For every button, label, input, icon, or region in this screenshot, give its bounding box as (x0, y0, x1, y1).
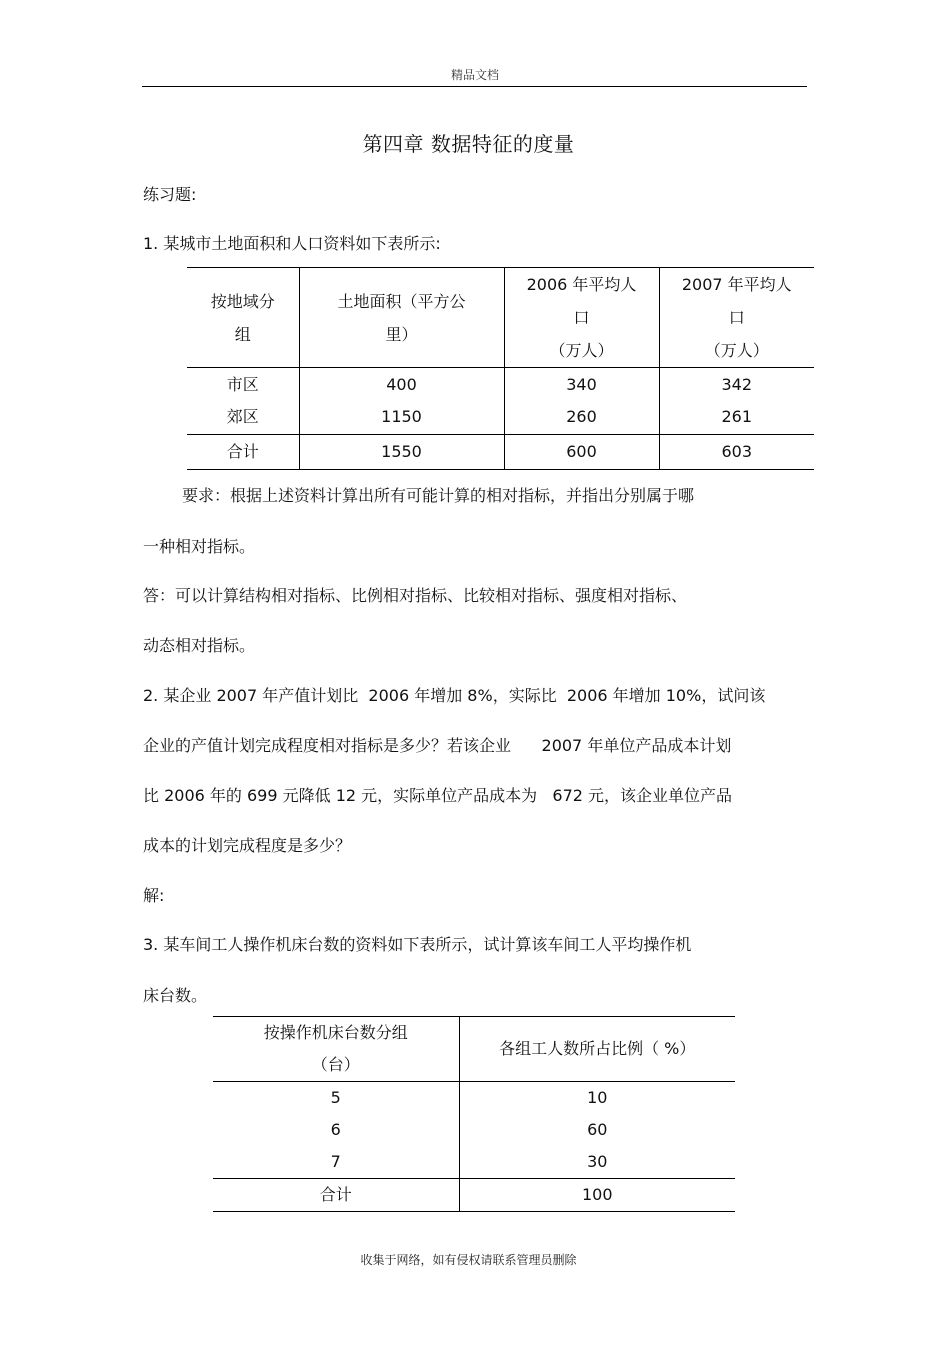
answer-text: 答：可以计算结构相对指标、比例相对指标、比较相对指标、强度相对指标、 (143, 586, 688, 605)
table-cell: 合计 (226, 442, 259, 461)
table-header-row (213, 1017, 735, 1082)
page-footer: 收集于网络，如有侵权请联系管理员删除 (360, 1253, 577, 1267)
table-cell: 合计 (319, 1185, 352, 1204)
requirement-text: 要求：根据上述资料计算出所有可能计算的相对指标，并指出分别属于哪 (182, 486, 695, 505)
solution-label: 解: (143, 886, 165, 905)
question-3-text: 床台数。 (143, 986, 208, 1005)
table-header-cell: 2006 年平均人 口 （万人） (504, 268, 659, 368)
land-population-table (187, 267, 814, 470)
requirement-text: 一种相对指标。 (143, 537, 256, 556)
table-header-cell: 土地面积（平方公 里） (299, 268, 504, 368)
table-row (213, 1082, 735, 1179)
question-2-text: 比 2006 年的 699 元降低 12 元，实际单位产品成本为 672 元，该企业单位产品 (143, 786, 733, 805)
table-header-row (187, 268, 814, 368)
table-cell: 100 (459, 1179, 735, 1212)
question-2-text: 成本的计划完成程度是多少？ (143, 836, 352, 855)
question-1-text: 1. 某城市土地面积和人口资料如下表所示: (143, 234, 441, 253)
table-cell: 5 6 7 (213, 1082, 459, 1179)
question-3-text: 3. 某车间工人操作机床台数的资料如下表所示，试计算该车间工人平均操作机 (143, 935, 692, 954)
question-2-text: 企业的产值计划完成程度相对指标是多少？若该企业 2007 年单位产品成本计划 (143, 736, 732, 755)
table-cell: 600 (504, 435, 659, 470)
table-cell: 1550 (299, 435, 504, 470)
page-header: 精品文档 (450, 68, 499, 82)
chapter-title: 第四章 数据特征的度量 (362, 132, 575, 156)
table-cell: 10 60 30 (459, 1082, 735, 1179)
table-cell: 603 (659, 435, 814, 470)
table-total-row (187, 435, 814, 470)
exercises-label: 练习题: (143, 185, 197, 204)
table-total-row (213, 1179, 735, 1212)
machine-count-table (213, 1016, 735, 1212)
table-cell: 市区 郊区 (187, 368, 299, 435)
table-cell: 340 260 (504, 368, 659, 435)
table-header-cell: 2007 年平均人 口 （万人） (659, 268, 814, 368)
table-cell: 342 261 (659, 368, 814, 435)
table-cell: 400 1150 (299, 368, 504, 435)
question-2-text: 2. 某企业 2007 年产值计划比 2006 年增加 8%，实际比 2006 年增加 10%，试问该 (143, 686, 766, 705)
answer-text: 动态相对指标。 (143, 636, 256, 655)
table-header-cell: 各组工人数所占比例（ %） (459, 1017, 735, 1082)
table-row (187, 368, 814, 435)
header-rule (142, 86, 807, 87)
table-header-cell: 按操作机床台数分组 （台） (213, 1017, 459, 1082)
table-header-cell: 按地域分 组 (187, 268, 299, 368)
